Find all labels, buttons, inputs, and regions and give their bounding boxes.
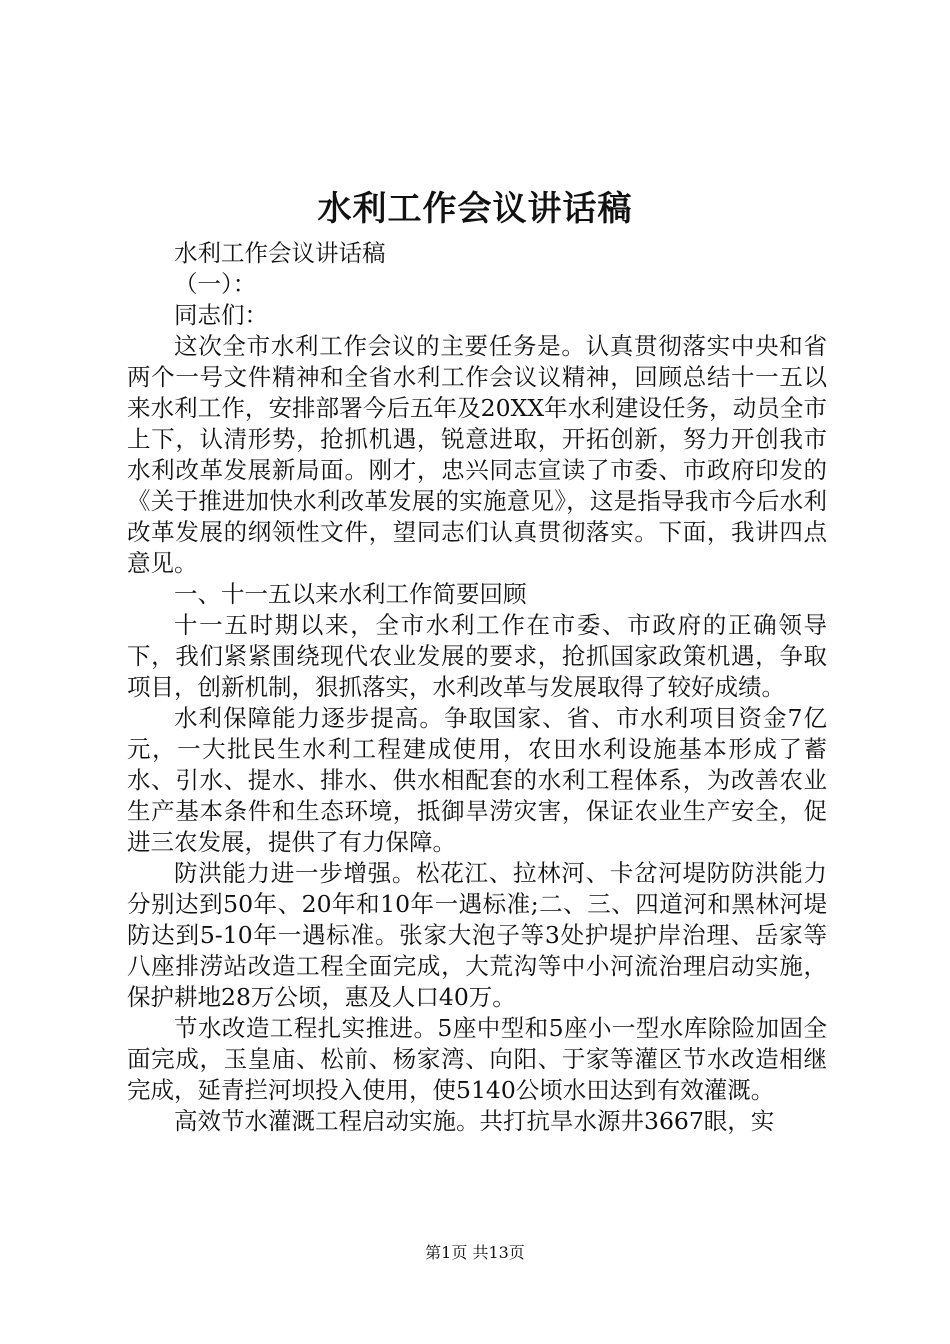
section-label-paragraph: （一）： [174, 270, 257, 298]
page-number-footer: 第1页 共13页 [425, 1243, 525, 1262]
body-paragraph: 节水改造工程扎实推进。5座中型和5座小一型水库除险加固全面完成，玉皇庙、松前、杨家湾、向阳、于家等灌区节水改造相继完成，延青拦河坝投入使用，使5140公顷水田达到有效灌溉。 [127, 1014, 827, 1104]
body-paragraph: 防洪能力进一步增强。松花江、拉林河、卡岔河堤防防洪能力分别达到50年、20年和10年一遇标准;二、三、四道河和黑林河堤防达到5-10年一遇标准。张家大泡子等3处护堤护岸治理、岳家等八座排涝站改造工程全面完成，大荒沟等中小河流治理启动实施，保护耕地28万公顷，惠及人口40万。 [127, 859, 827, 1011]
section-heading: 一、十一五以来水利工作简要回顾 [174, 580, 527, 608]
body-paragraph: 水利保障能力逐步提高。争取国家、省、市水利项目资金7亿元，一大批民生水利工程建成使用，农田水利设施基本形成了蓄水、引水、提水、排水、供水相配套的水利工程体系，为改善农业生产基本条件和生态环境，抵御旱涝灾害，保证农业生产安全，促进三农发展，提供了有力保障。 [127, 704, 827, 856]
body-paragraph: 这次全市水利工作会议的主要任务是。认真贯彻落实中央和省两个一号文件精神和全省水利工作会议议精神，回顾总结十一五以来水利工作，安排部署今后五年及20XX年水利建设任务，动员全市上下，认清形势，抢抓机遇，锐意进取，开拓创新，努力开创我市水利改革发展新局面。刚才，忠兴同志宣读了市委、市政府印发的《关于推进加快水利改革发展的实施意见》，这是指导我市今后水利改革发展的纲领性文件，望同志们认真贯彻落实。下面，我讲四点意见。 [127, 332, 827, 577]
subtitle-paragraph: 水利工作会议讲话稿 [174, 239, 386, 267]
body-paragraph: 十一五时期以来，全市水利工作在市委、市政府的正确领导下，我们紧紧围绕现代农业发展的要求，抢抓国家政策机遇，争取项目，创新机制，狠抓落实，水利改革与发展取得了较好成绩。 [127, 611, 827, 701]
salutation-paragraph: 同志们： [174, 301, 268, 329]
document-body [127, 238, 827, 1137]
document-title: 水利工作会议讲话稿 [317, 189, 633, 229]
body-paragraph: 高效节水灌溉工程启动实施。共打抗旱水源井3667眼，实 [174, 1107, 775, 1135]
